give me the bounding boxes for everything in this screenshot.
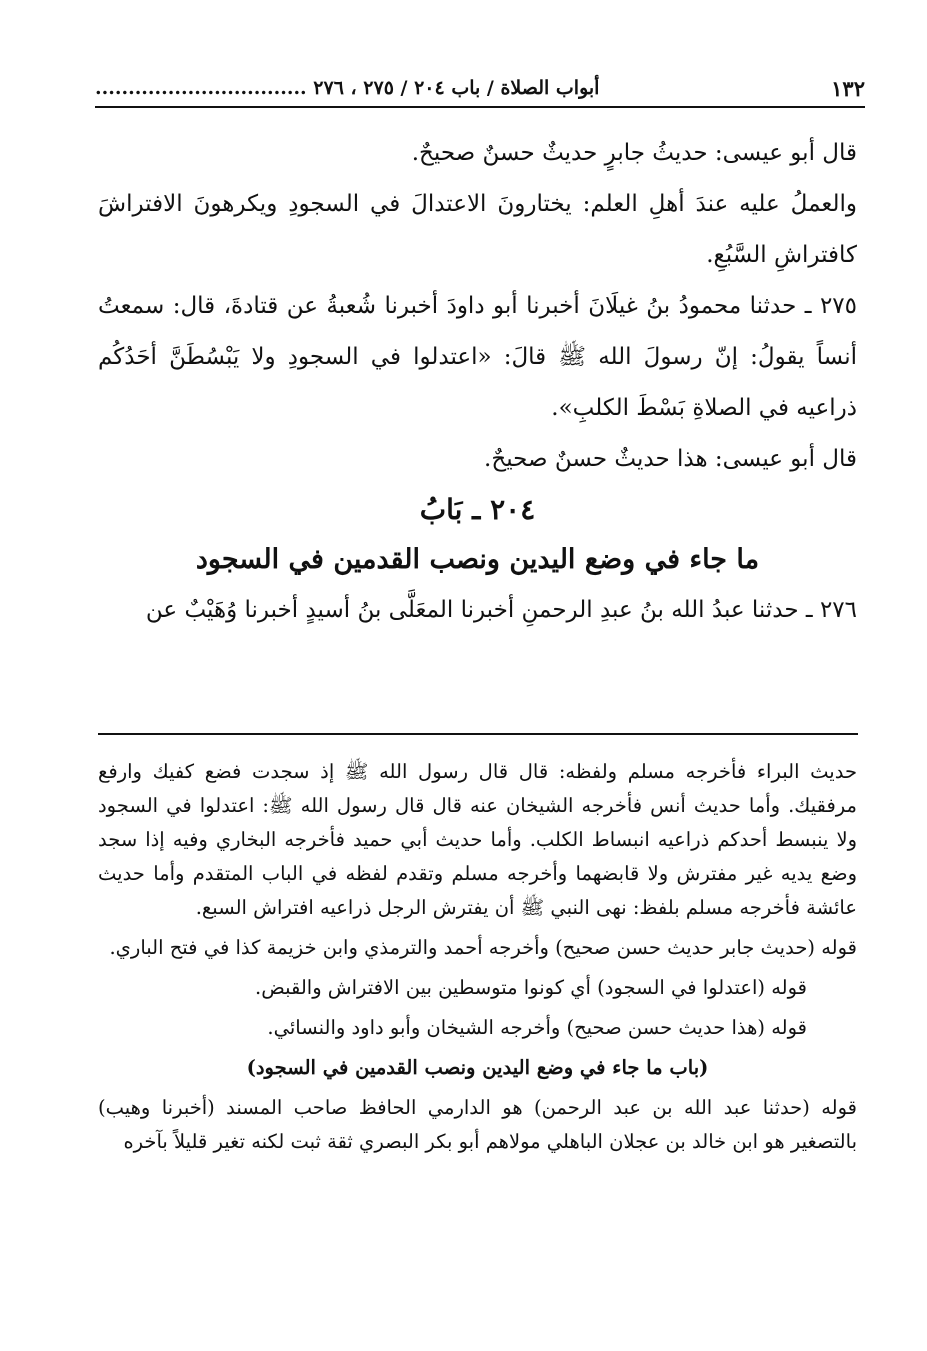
running-title <box>95 77 599 99</box>
paragraph-practice: والعملُ عليه عندَ أهلِ العلم: يختارونَ الاعتدالَ في السجودِ ويكرهونَ الافتراشَ كافتراشِ السَّبُعِ. <box>98 191 857 268</box>
note-itadilu: قوله (اعتدلوا في السجود) أي كونوا متوسطين بين الافتراش والقبض. <box>255 976 807 999</box>
hadith-276: ٢٧٦ ـ حدثنا عبدُ الله بنُ عبدِ الرحمنِ أخبرنا المعَلَّى بنُ أسيدٍ أخبرنا وُهَيْبٌ عن <box>145 597 857 623</box>
note-chapter-heading: (باب ما جاء في وضع اليدين ونصب القدمين في السجود) <box>246 1056 709 1079</box>
footnote-divider <box>98 733 858 735</box>
paragraph-abu-isa-1: قال أبو عيسى: حديثُ جابرٍ حديثٌ حسنٌ صحيحٌ. <box>411 140 857 166</box>
chapter-title: ما جاء في وضع اليدين ونصب القدمين في السجود <box>195 544 760 575</box>
note-jabir: قوله (حديث جابر حديث حسن صحيح) وأخرجه أحمد والترمذي وابن خزيمة كذا في فتح الباري. <box>109 936 857 959</box>
running-title-leader: ................................ <box>95 77 307 99</box>
commentary-notes <box>98 755 857 1159</box>
page-header <box>95 70 865 108</box>
main-text <box>98 128 857 636</box>
note-bara: حديث البراء فأخرجه مسلم ولفظه: قال قال رسول الله ﷺ إذ سجدت فضع كفيك وارفع مرفقيك. وأما حديث أنس فأخرجه الشيخان عنه قال قال رسول الله ﷺ: اعتدلوا في السجود ولا ينبسط أحدكم ذراعيه انبساط الكلب. وأما حديث أبي حميد فأخرجه البخاري وفيه إذا سجد وضع يديه غير مفترش ولا قابضهما وأخرجه مسلم وتقدم لفظه في الباب المتقدم وأما حديث عائشة فأخرجه مسلم بلفظ: نهى النبي ﷺ أن يفترش الرجل ذراعيه افتراش السبع. <box>98 760 857 919</box>
hadith-275: ٢٧٥ ـ حدثنا محمودُ بنُ غيلَانَ أخبرنا أبو داودَ أخبرنا شُعبةُ عن قتادةَ، قال: سمعتُ أنساً يقولُ: إنّ رسولَ الله ﷺ قالَ: «اعتدلوا في السجودِ ولا يَبْسُطَنَّ أحَدُكُم ذراعيه في الصلاةِ بَسْطَ الكلبِ». <box>98 293 857 421</box>
chapter-label: ٢٠٤ ـ بَابُ <box>419 493 536 526</box>
running-title-text: أبواب الصلاة / باب ٢٠٤ / ٢٧٥ ، ٢٧٦ <box>313 77 600 99</box>
note-abdullah: قوله (حدثنا عبد الله بن عبد الرحمن) هو الدارمي الحافظ صاحب المسند (أخبرنا وهيب) بالتصغير هو ابن خالد بن عجلان الباهلي مولاهم أبو بكر البصري ثقة ثبت لكنه تغير قليلاً بآخره <box>98 1096 857 1153</box>
note-hasan-sahih: قوله (هذا حديث حسن صحيح) وأخرجه الشيخان وأبو داود والنسائي. <box>267 1016 807 1039</box>
paragraph-abu-isa-2: قال أبو عيسى: هذا حديثٌ حسنٌ صحيحٌ. <box>484 446 857 472</box>
page-number: ١٣٢ <box>831 75 865 101</box>
